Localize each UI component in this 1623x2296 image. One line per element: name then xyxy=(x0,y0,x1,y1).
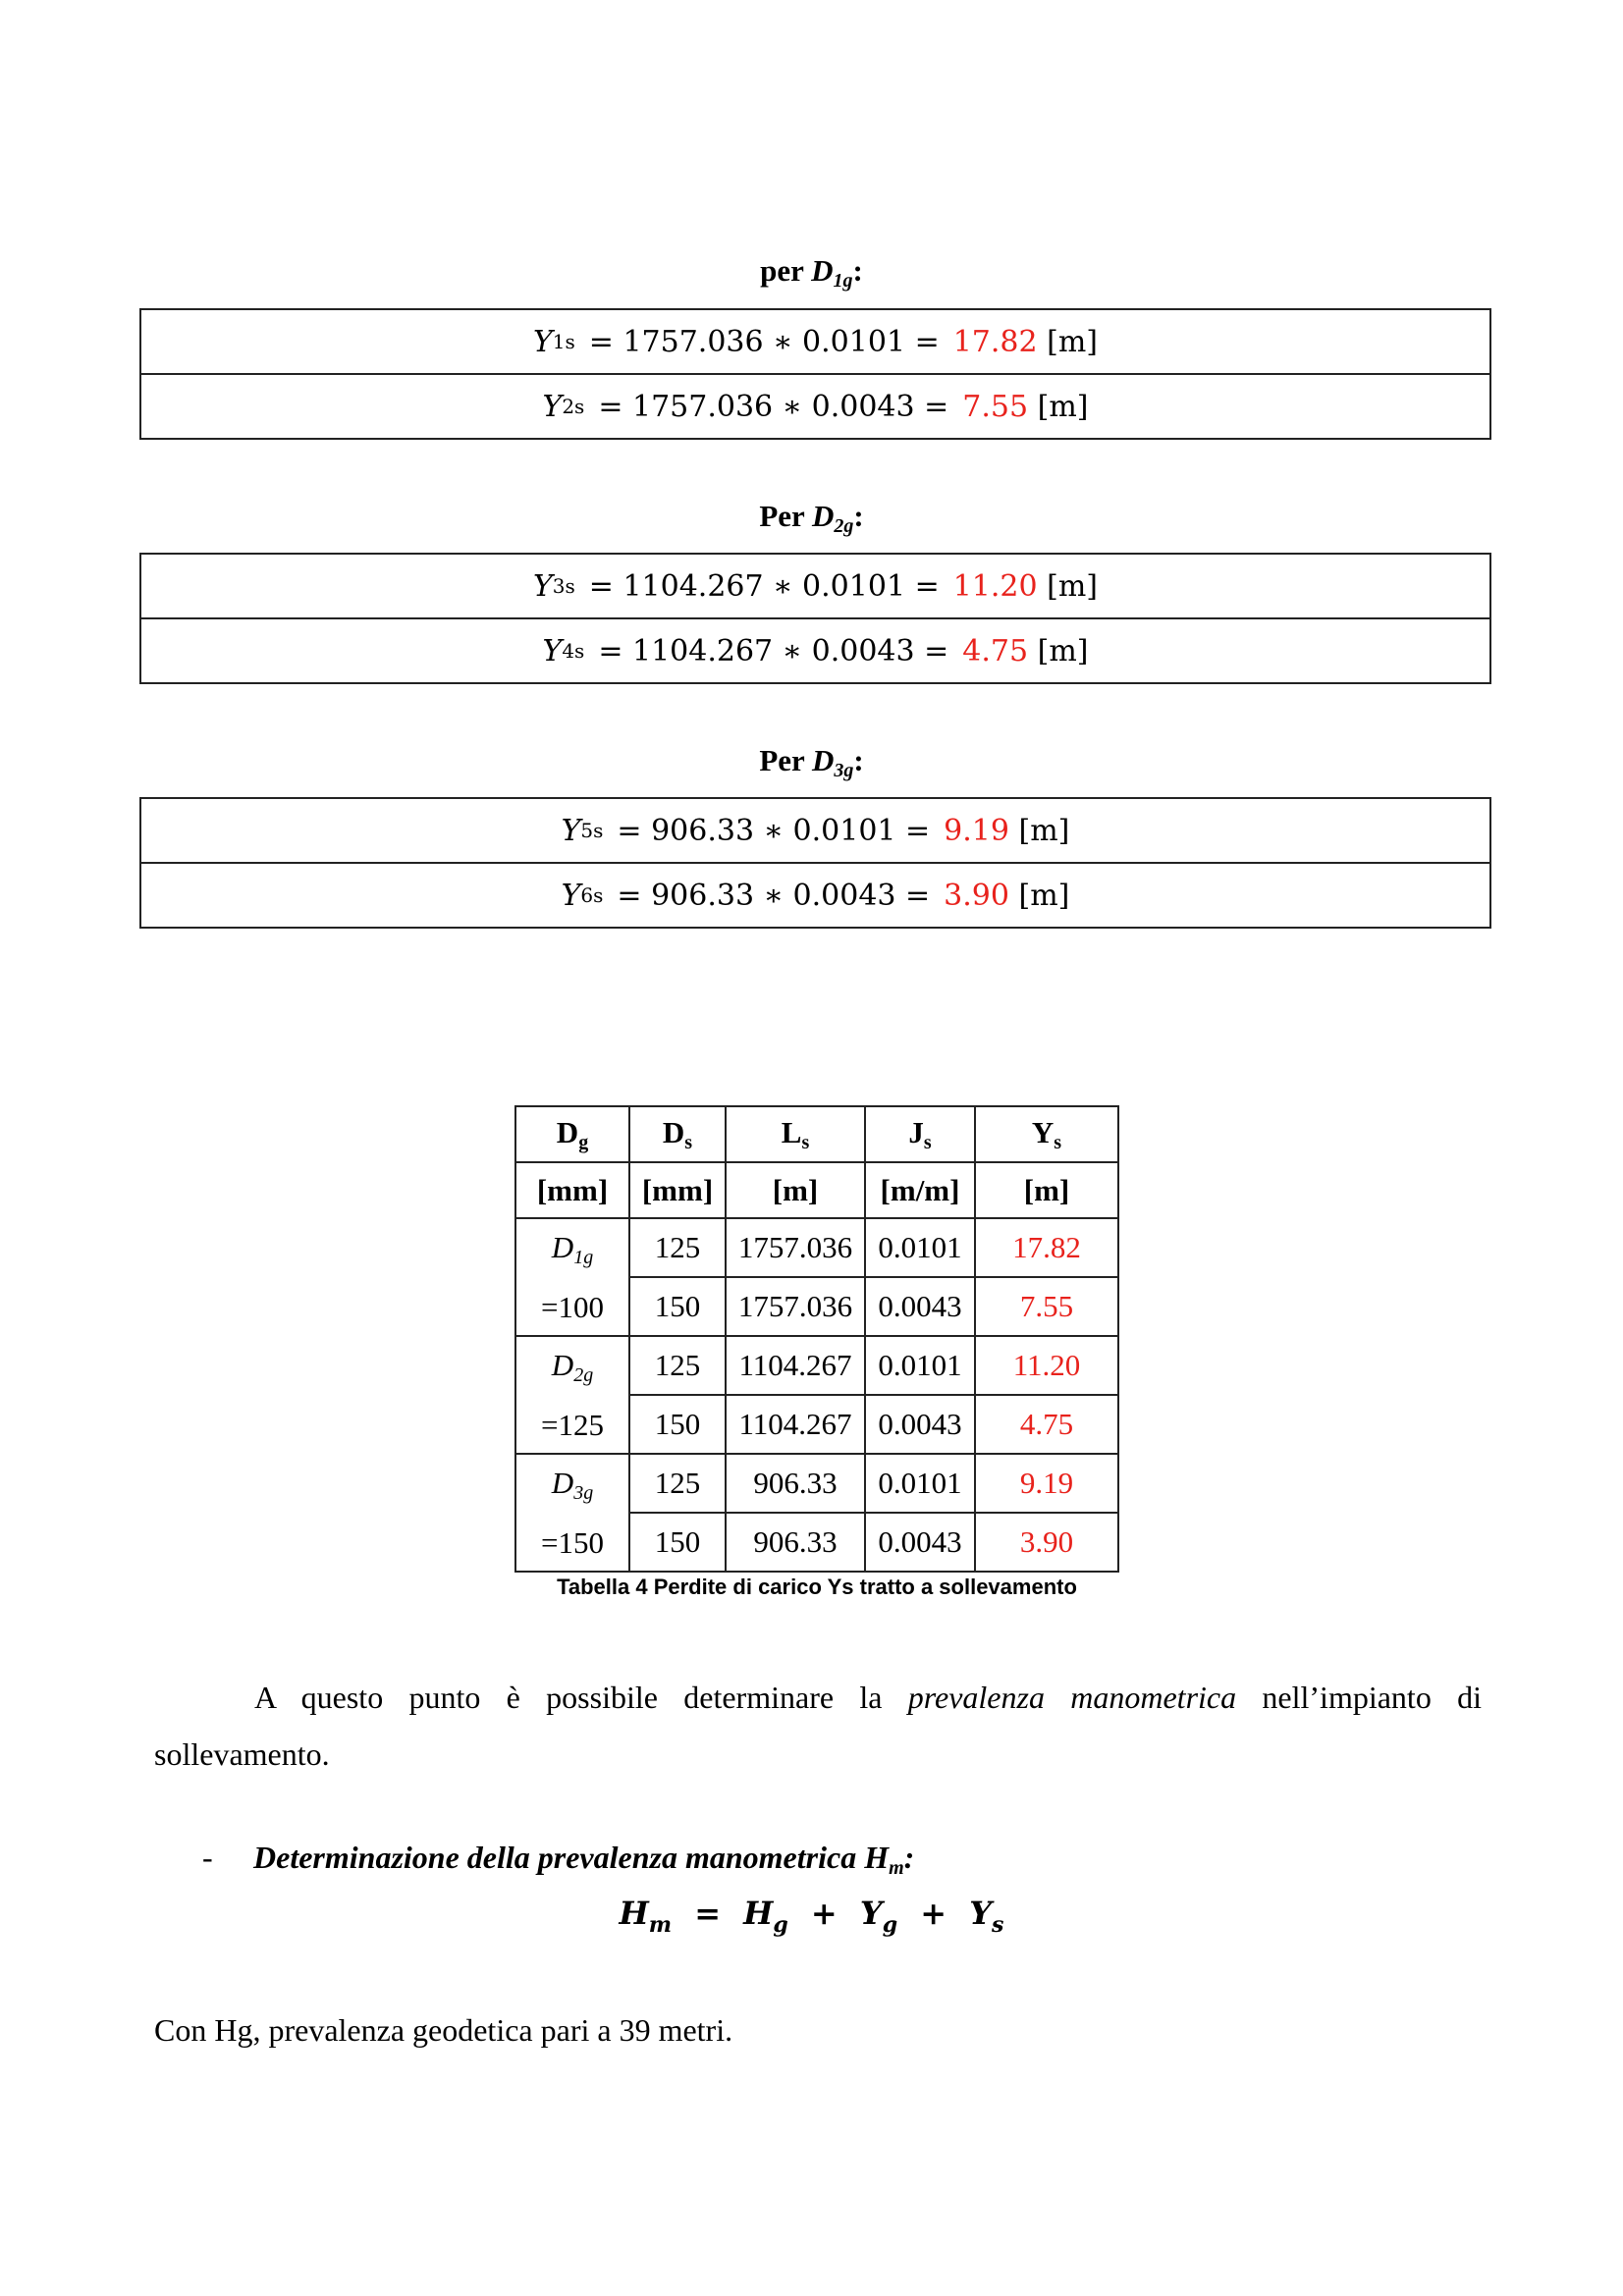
column-header: $Y_s$ xyxy=(975,1106,1118,1162)
equation-box-3 xyxy=(139,797,1491,929)
equation-box-1 xyxy=(139,308,1491,440)
table-row xyxy=(515,1218,1118,1277)
cell-ds: 125 xyxy=(629,1336,726,1395)
equation-row: Y 5s = 906.33 ∗ 0.0101 = 9.19 [m] xyxy=(561,813,1070,848)
cell-ds: 150 xyxy=(629,1395,726,1454)
cell-ds: 150 xyxy=(629,1513,726,1572)
equation-row: Y 4s = 1104.267 ∗ 0.0043 = 4.75 [m] xyxy=(141,617,1489,682)
cell-ds: 125 xyxy=(629,1218,726,1277)
cell-ls: 1104.267 xyxy=(726,1336,865,1395)
dg-cell: $D_{2g}$ =125 xyxy=(515,1336,629,1454)
final-paragraph: Con Hg, prevalenza geodetica pari a 39 metri. xyxy=(154,2012,733,2048)
cell-ys: 7.55 xyxy=(975,1277,1118,1336)
cell-ls: 906.33 xyxy=(726,1513,865,1572)
column-header: $L_s$ xyxy=(726,1106,865,1162)
column-header: $D_g$ xyxy=(515,1106,629,1162)
bullet-heading: Determinazione della prevalenza manometrica $H_m$: xyxy=(253,1840,915,1879)
cell-ys: 11.20 xyxy=(975,1336,1118,1395)
body-paragraph: A questo punto è possibile determinare la prevalenza manometrica nell’impianto di sollevamento. xyxy=(154,1680,1482,1772)
dg-cell: $D_{1g}$ =100 xyxy=(515,1218,629,1336)
cell-ys: 17.82 xyxy=(975,1218,1118,1277)
cell-ys: 9.19 xyxy=(975,1454,1118,1513)
cell-js: 0.0043 xyxy=(865,1395,975,1454)
result-value: 4.75 xyxy=(962,633,1029,668)
head-formula: $H_m = H_g + Y_g + Y_s$ xyxy=(619,1895,1004,1938)
cell-ls: 1757.036 xyxy=(726,1218,865,1277)
result-value: 9.19 xyxy=(944,813,1009,848)
table-row xyxy=(515,1336,1118,1395)
equation-row: Y 6s = 906.33 ∗ 0.0043 = 3.90 [m] xyxy=(141,862,1489,927)
cell-js: 0.0043 xyxy=(865,1277,975,1336)
section-heading-2: Per $D_{2g}$: xyxy=(759,499,864,537)
cell-ds: 150 xyxy=(629,1277,726,1336)
result-value: 11.20 xyxy=(952,568,1038,604)
cell-ds: 125 xyxy=(629,1454,726,1513)
unit-header: [mm] xyxy=(629,1162,726,1218)
unit-header: [m] xyxy=(975,1162,1118,1218)
column-header: $J_s$ xyxy=(865,1106,975,1162)
table-units-row xyxy=(515,1162,1118,1218)
cell-js: 0.0101 xyxy=(865,1218,975,1277)
unit-header: [mm] xyxy=(515,1162,629,1218)
cell-ls: 906.33 xyxy=(726,1454,865,1513)
equation-row: Y 2s = 1757.036 ∗ 0.0043 = 7.55 [m] xyxy=(141,373,1489,438)
dg-cell: $D_{3g}$ =150 xyxy=(515,1454,629,1572)
cell-ys: 4.75 xyxy=(975,1395,1118,1454)
result-value: 7.55 xyxy=(962,389,1029,424)
cell-js: 0.0101 xyxy=(865,1336,975,1395)
equation-box-2 xyxy=(139,553,1491,684)
bullet-dash: - xyxy=(202,1840,213,1875)
column-header: $D_s$ xyxy=(629,1106,726,1162)
equation-row: Y 1s = 1757.036 ∗ 0.0101 = 17.82 [m] xyxy=(532,324,1099,359)
cell-ls: 1104.267 xyxy=(726,1395,865,1454)
table-header-row xyxy=(515,1106,1118,1162)
cell-js: 0.0043 xyxy=(865,1513,975,1572)
table-row xyxy=(515,1454,1118,1513)
section-heading-1: per $D_{1g}$: xyxy=(760,253,863,292)
equation-row: Y 3s = 1104.267 ∗ 0.0101 = 11.20 [m] xyxy=(532,568,1099,604)
cell-ys: 3.90 xyxy=(975,1513,1118,1572)
result-value: 3.90 xyxy=(944,878,1009,913)
section-heading-3: Per $D_{3g}$: xyxy=(759,743,864,781)
unit-header: [m/m] xyxy=(865,1162,975,1218)
table-caption: Tabella 4 Perdite di carico Ys tratto a sollevamento xyxy=(557,1575,1077,1599)
cell-ls: 1757.036 xyxy=(726,1277,865,1336)
unit-header: [m] xyxy=(726,1162,865,1218)
cell-js: 0.0101 xyxy=(865,1454,975,1513)
result-value: 17.82 xyxy=(952,324,1038,359)
head-loss-table xyxy=(514,1105,1119,1573)
